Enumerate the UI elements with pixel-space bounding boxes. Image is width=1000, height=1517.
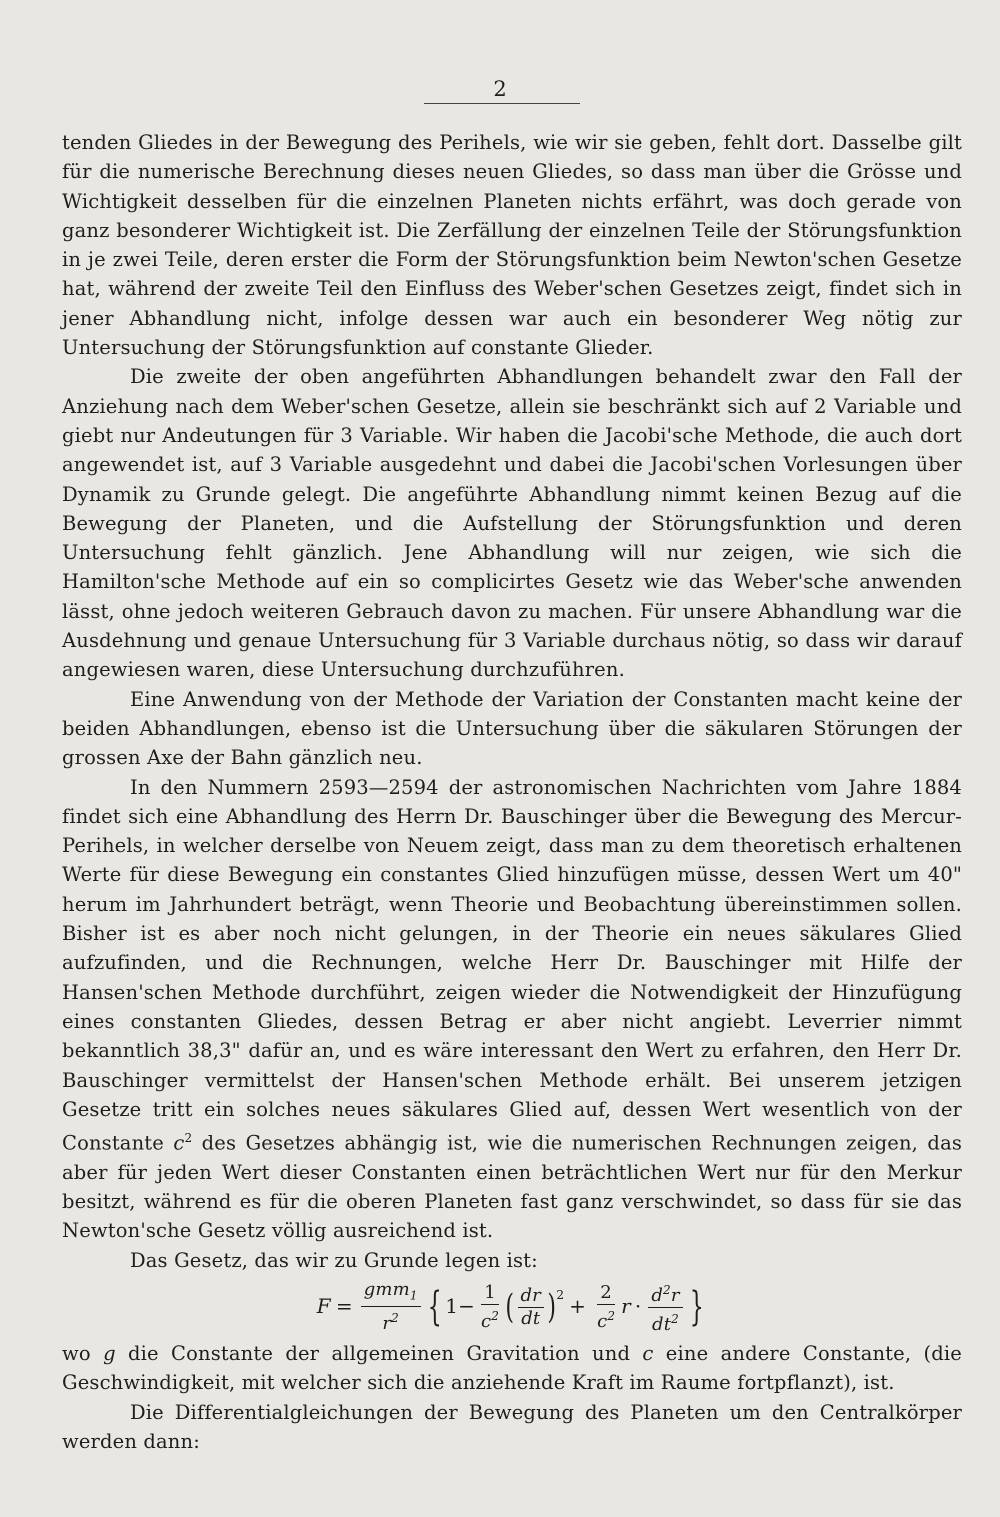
right-paren: ) (547, 1287, 557, 1328)
variable-c: c (173, 1131, 185, 1155)
paragraph-2: Die zweite der oben angeführten Abhandlungen behandelt zwar den Fall der Anziehung nach dem Weber'schen Gesetze, allein sie beschränkt sich auf 2 Variable und giebt nur Andeutungen für 3 Variable. Wir haben die Jacobi'sche Methode, die auch dort angewendet ist, auf 3 Variable ausgedehnt und dabei die Jacobi'schen Vorlesungen über Dynamik zu Grunde gelegt. Die angeführte Abhandlung nimmt keinen Bezug auf die Bewegung der Planeten, und die Aufstellung der Störungsfunktion und deren Untersuchung fehlt gänzlich. Jene Abhandlung will nur zeigen, wie sich die Hamilton'sche Methode auf ein so complicirtes Gesetz wie das Weber'sche anwenden lässt, ohne jedoch weiteren Gebrauch davon zu machen. Für unsere Abhandlung war die Ausdehnung und genaue Untersuchung für 3 Variable durchaus nötig, so dass wir darauf angewiesen waren, diese Untersuchung durchzuführen. (62, 365, 962, 682)
page-number: 2 (493, 77, 507, 101)
fraction-numerator (648, 1279, 682, 1308)
formula-equals: = (335, 1294, 353, 1319)
formula-minus: − (458, 1294, 476, 1319)
fraction-denominator: dt (521, 1307, 541, 1329)
numerator-subscript: 1 (409, 1288, 418, 1303)
left-paren: ( (505, 1287, 515, 1328)
paragraph-6-text-a: wo (62, 1342, 104, 1366)
fraction-denominator (594, 1305, 618, 1333)
left-brace: { (427, 1284, 442, 1331)
fraction-numerator: 2 (597, 1282, 615, 1305)
numerator-text: gmm (363, 1278, 410, 1300)
fraction-numerator (361, 1279, 421, 1308)
fraction-1-c2 (478, 1282, 502, 1333)
fraction-denominator (478, 1305, 502, 1333)
numerator-r: r (670, 1284, 680, 1306)
paragraph-4-text-a: In den Nummern 2593—2594 der astronomischen Nachrichten vom Jahre 1884 findet sich eine Abhandlung des Herrn Dr. Bauschinger über die Bewegung des Mercur-Perihels, in welcher derselbe von Neuem zeigt, dass man zu dem theoretisch erhaltenen Werte für diese Bewegung ein constantes Glied hinzufügen müsse, dessen Wert um 40" herum im Jahrhundert beträgt, wenn Theorie und Beobachtung übereinstimmen sollen. Bisher ist es aber noch nicht gelungen, in der Theorie ein neues säkulares Glied aufzufinden, und die Rechnungen, welche Herr Dr. Bauschinger mit Hilfe der Hansen'schen Methode durchführt, zeigen wieder die Notwendigkeit der Hinzufügung eines constanten Gliedes, dessen Betrag er aber nicht angiebt. Leverrier nimmt bekanntlich 38,3" dafür an, und es wäre interessant den Wert zu erfahren, den Herr Dr. Bauschinger vermittelst der Hansen'schen Methode erhält. Bei unserem jetzigen Gesetze tritt ein solches neues säkulares Glied auf, dessen Wert wesentlich von der Constante (62, 775, 962, 1155)
denominator-exponent: 2 (671, 1311, 679, 1326)
fraction-numerator: 1 (481, 1282, 499, 1305)
header-rule (424, 103, 580, 104)
denominator-text: c (481, 1310, 492, 1332)
fraction-dr-dt (518, 1285, 544, 1330)
formula-dot: · (634, 1294, 642, 1319)
denominator-exponent: 2 (491, 1308, 500, 1323)
formula-r: r (621, 1294, 631, 1319)
numerator-d: d (651, 1284, 664, 1306)
variable-c: c (642, 1342, 654, 1366)
fraction-denominator (649, 1308, 682, 1336)
paragraph-1: tenden Gliedes in der Bewegung des Perihels, wie wir sie geben, fehlt dort. Dasselbe gilt für die numerische Berechnung dieses neuen Gliedes, so dass man über die Grösse und Wichtigkeit desselben für die einzelnen Planeten nichts erfährt, was doch gerade von ganz besonderer Wichtigkeit ist. Die Zerfällung der einzelnen Teile der Störungsfunktion in je zwei Teile, deren erster die Form der Störungsfunktion beim Newton'schen Gesetze hat, während der zweite Teil den Einfluss des Weber'schen Gesetzes zeigt, findet sich in jener Abhandlung nicht, infolge dessen war auch ein besonderer Weg nötig zur Untersuchung der Störungsfunktion auf constante Glieder. (62, 131, 962, 360)
force-formula (62, 1277, 962, 1337)
paragraph-5: Das Gesetz, das wir zu Grunde legen ist: (130, 1248, 538, 1272)
fraction-numerator: dr (518, 1285, 544, 1308)
paren-exponent: 2 (556, 1288, 565, 1303)
denominator-exponent: 2 (607, 1308, 616, 1323)
paragraph-4 (62, 773, 962, 1246)
paragraph-4-text-b: des Gesetzes abhängig ist, wie die numerischen Rechnungen zeigen, das aber für jeden Wert dieser Constanten einen beträchtlichen Wert nur für den Merkur besitzt, während es für die oberen Planeten fast ganz verschwindet, so dass für sie das Newton'sche Gesetz völlig ausreichend ist. (62, 1131, 962, 1243)
paragraph-3: Eine Anwendung von der Methode der Variation der Constanten macht keine der beiden Abhandlungen, ebenso ist die Untersuchung über die säkularen Störungen der grossen Axe der Bahn gänzlich neu. (62, 687, 962, 770)
body-text (62, 128, 962, 1456)
paragraph-6-text-d: eine andere Constante, (die Geschwindigkeit, mit welcher sich die anziehende Kraft im Raume fortpflanzt), ist. (62, 1342, 962, 1395)
numerator-exponent: 2 (663, 1282, 671, 1297)
fraction-d2r-dt2 (648, 1279, 682, 1336)
denominator-text: r (382, 1313, 392, 1335)
formula-lhs: F (316, 1294, 331, 1319)
fraction-2-c2 (594, 1282, 618, 1333)
fraction-denominator (379, 1307, 402, 1335)
paragraph-7: Die Differentialgleichungen der Bewegung des Planeten um den Centralkörper werden dann: (62, 1400, 962, 1453)
denominator-exponent: 2 (391, 1311, 399, 1326)
formula-plus: + (569, 1294, 587, 1319)
paragraph-6 (62, 1339, 962, 1398)
exponent: 2 (184, 1131, 193, 1146)
paragraph-6-text-b: die Constante der allgemeinen Gravitation und (115, 1342, 643, 1366)
denominator-text: c (597, 1310, 608, 1332)
fraction-gmm-r2 (361, 1279, 421, 1336)
right-brace: } (689, 1284, 704, 1331)
variable-g: g (103, 1342, 116, 1366)
formula-one: 1 (445, 1294, 459, 1319)
denominator-text: dt (652, 1313, 672, 1335)
